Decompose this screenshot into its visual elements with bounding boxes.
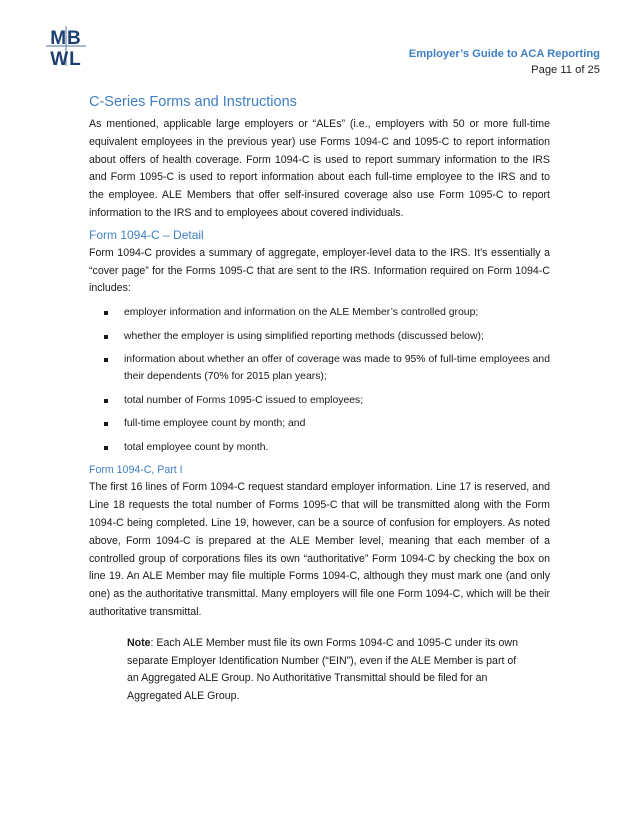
bullet-square-icon	[104, 399, 108, 403]
detail-heading: Form 1094-C – Detail	[89, 227, 204, 242]
note-block	[127, 635, 519, 706]
document-title: Employer’s Guide to ACA Reporting	[408, 48, 600, 60]
list-item-text: information about whether an offer of coverage was made to 95% of full-time employees and their dependents (70% for 2015 plan years);	[124, 354, 550, 382]
mbwl-logo	[44, 24, 88, 68]
page-number: Page 11 of 25	[531, 64, 600, 76]
list-item	[89, 352, 550, 385]
logo-text-top: MB	[50, 28, 82, 49]
bullet-square-icon	[104, 335, 108, 339]
note-text: : Each ALE Member must file its own Forms 1094-C and 1095-C under its own separate Employer Identification Number (“EIN”), even if the ALE Member is part of an Aggregated ALE Group. No Authoritative Transmittal should be filed for an Aggregated ALE Group.	[127, 636, 518, 703]
intro-paragraph: As mentioned, applicable large employers or “ALEs” (i.e., employers with 50 or more full-time equivalent employees in the previous year) use Forms 1094-C and 1095-C to report information about offers of health coverage. Form 1094-C is used to report summary information to the IRS and Form 1095-C is used to report information about each full-time employee to the IRS and to the employee. ALE Members that offer self-insured coverage also use Form 1095-C to report information to the IRS and to employees about covered individuals.	[89, 118, 550, 219]
list-item	[89, 416, 550, 433]
list-item	[89, 440, 550, 457]
list-item-text: whether the employer is using simplified reporting methods (discussed below);	[124, 330, 484, 342]
list-item-text: total employee count by month.	[124, 441, 269, 453]
logo-mark	[44, 24, 88, 68]
list-item	[89, 393, 550, 410]
bullet-square-icon	[104, 446, 108, 450]
list-item-text: full-time employee count by month; and	[124, 418, 306, 430]
bullet-square-icon	[104, 358, 108, 362]
note-label: Note	[127, 636, 151, 649]
list-item-text: employer information and information on the ALE Member’s controlled group;	[124, 307, 479, 319]
list-item	[89, 329, 550, 346]
page-content	[89, 93, 550, 706]
bullet-square-icon	[104, 311, 108, 315]
detail-paragraph: Form 1094-C provides a summary of aggregate, employer-level data to the IRS. It’s essentially a “cover page” for the Forms 1095-C that are sent to the IRS. Information required on Form 1094-C includes:	[89, 246, 550, 295]
section-heading: C-Series Forms and Instructions	[89, 94, 297, 110]
part1-heading: Form 1094-C, Part I	[89, 464, 183, 477]
requirements-list	[89, 305, 550, 456]
part1-paragraph: The first 16 lines of Form 1094-C request standard employer information. Line 17 is reserved, and Line 18 requests the total number of Forms 1095-C that will be transmitted along with the Form 1094-C being completed. Line 19, however, can be a source of confusion for employers. As noted above, Form 1094-C is prepared at the ALE Member level, meaning that each member of a controlled group of corporations files its own “authoritative” Form 1094-C by checking the box on line 19. An ALE Member may file multiple Forms 1094-C, although they must mark one (and only one) as the authoritative transmittal. Many employers will file one Form 1094-C, which will be their authoritative transmittal.	[89, 481, 550, 618]
list-item-text: total number of Forms 1095-C issued to employees;	[124, 394, 364, 406]
logo-text-bottom: WL	[50, 49, 82, 68]
bullet-square-icon	[104, 422, 108, 426]
list-item	[89, 305, 550, 322]
